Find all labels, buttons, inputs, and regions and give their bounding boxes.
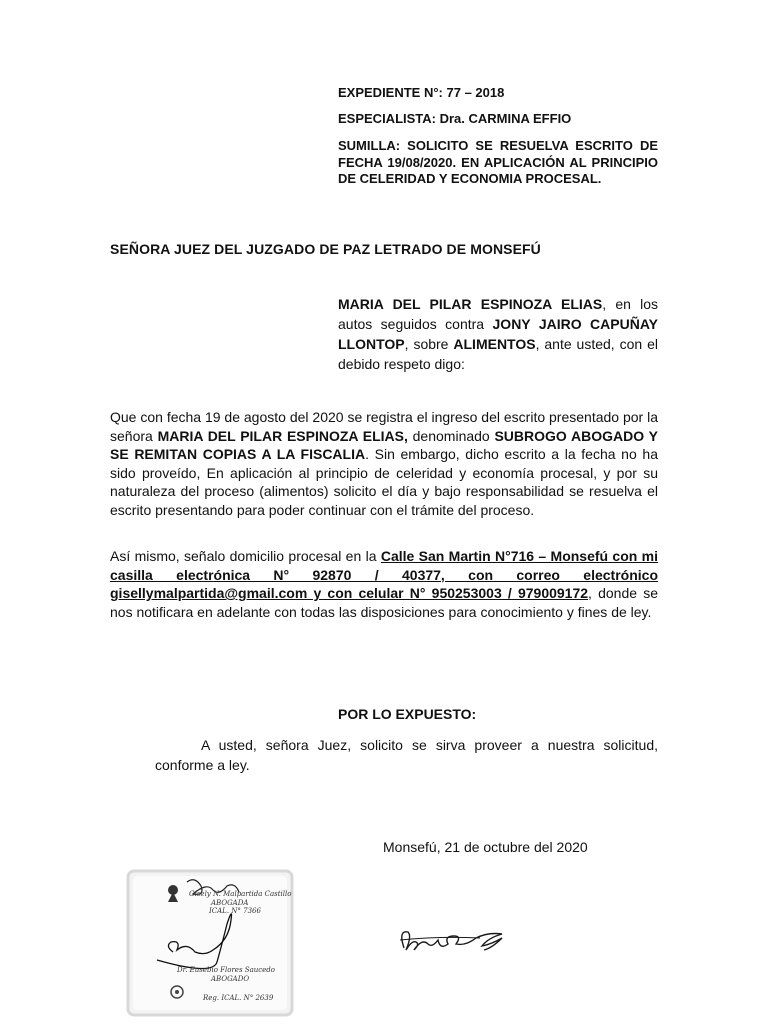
p1-text-2: denominado	[407, 427, 495, 444]
intro-text-2: , sobre	[404, 336, 454, 352]
stamp-svg	[125, 868, 295, 1018]
lawyer2-registration: Reg. ICAL. N° 2639	[203, 994, 274, 1002]
plaintiff-signature-image	[392, 910, 527, 965]
body-paragraph-2	[110, 547, 658, 621]
intro-paragraph	[338, 294, 658, 374]
sumilla: SUMILLA: SOLICITO SE RESUELVA ESCRITO DE FECHA 19/08/2020. EN APLICACIÓN AL PRINCIPIO DE CELERIDAD Y ECONOMIA PROCESAL.	[338, 138, 658, 186]
body-paragraph-1	[110, 408, 658, 519]
seal-emblem-icon	[168, 885, 178, 902]
document-title: SEÑORA JUEZ DEL JUZGADO DE PAZ LETRADO DE MONSEFÚ	[110, 241, 541, 257]
lawyer1-title: ABOGADA	[211, 899, 249, 907]
intro-text-1: , en los autos seguidos contra	[338, 296, 658, 332]
p1-plaintiff-name: MARIA DEL PILAR ESPINOZA ELIAS,	[157, 427, 408, 444]
case-matter: ALIMENTOS	[453, 336, 536, 352]
procedural-address: Calle San Martin N°716 – Monsefú con mi casilla electrónica N° 92870 / 40377, con correo electrónico gisellymalpartida@gmail.com y con celular N° 950253003 / 979009172	[110, 548, 659, 601]
lawyer1-name: Gisely N. Malpartida Castillo	[189, 890, 292, 898]
lawyer1-registration: ICAL. N° 7366	[209, 907, 261, 915]
lawyer2-title: ABOGADO	[211, 975, 250, 983]
lawyer2-name: Dr. Eusebio Flores Saucedo	[177, 966, 276, 974]
p1-text-1: Que con fecha 19 de agosto del 2020 se registra el ingreso del escrito presentado por la señora	[110, 409, 658, 444]
p1-text-3: . Sin embargo, dicho escrito a la fecha no ha sido proveído, En aplicación al principio de celeridad y economía procesal, y por su naturaleza del proceso (alimentos) solicito el día y bajo responsabilidad se resuelva el escrito presentando para poder continuar con el trámite del proceso.	[110, 446, 658, 518]
plaintiff-name: MARIA DEL PILAR ESPINOZA ELIAS	[338, 296, 603, 312]
por-lo-expuesto-heading: POR LO EXPUESTO:	[338, 706, 477, 722]
p2-text-2: , donde se nos notificara en adelante con todas las disposiciones para conocimiento y fines de ley.	[110, 585, 658, 620]
plaintiff-signature-svg	[392, 910, 527, 965]
p2-text-1: Así mismo, señalo domicilio procesal en la	[110, 548, 381, 564]
especialista: ESPECIALISTA: Dra. CARMINA EFFIO	[338, 111, 572, 126]
expediente-number: EXPEDIENTE N°: 77 – 2018	[338, 85, 505, 100]
intro-text-3: , ante usted, con el debido respeto digo:	[338, 336, 658, 372]
closing-request: A usted, señora Juez, solicito se sirva proveer a nuestra solicitud, conforme a ley.	[155, 737, 658, 773]
place-and-date: Monsefú, 21 de octubre del 2020	[383, 839, 588, 855]
p1-document-name: SUBROGO ABOGADO Y SE REMITAN COPIAS A LA FISCALIA	[110, 427, 658, 462]
defendant-name: JONY JAIRO CAPUÑAY LLONTOP	[338, 316, 658, 352]
lawyer-stamps-image	[125, 868, 295, 1018]
